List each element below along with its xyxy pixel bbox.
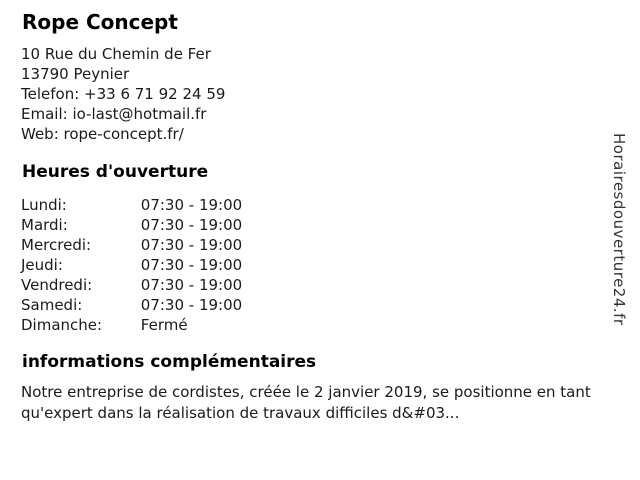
hours-row-sunday <box>21 315 242 335</box>
hours-row-monday <box>21 195 242 215</box>
hours-day-label: Jeudi: <box>21 256 63 274</box>
hours-day-label: Dimanche: <box>21 316 103 334</box>
contact-block <box>21 44 225 144</box>
additional-info-text: Notre entreprise de cordistes, créée le 2 janvier 2019, se positionne en tant qu'expert dans la réalisation de travaux difficiles d&#03... <box>21 383 591 422</box>
hours-time-value: 07:30 - 19:00 <box>140 276 243 294</box>
hours-time-value: 07:30 - 19:00 <box>140 216 243 234</box>
address-line-1: 10 Rue du Chemin de Fer <box>21 45 211 63</box>
hours-row-thursday <box>21 255 242 275</box>
additional-info-heading: informations complémentaires <box>22 352 317 372</box>
hours-time-value: 07:30 - 19:00 <box>140 256 243 274</box>
hours-time-value: Fermé <box>140 316 188 334</box>
email-line: Email: io-last@hotmail.fr <box>21 105 207 123</box>
opening-hours-heading: Heures d'ouverture <box>22 162 209 182</box>
hours-day-label: Lundi: <box>21 196 67 214</box>
hours-day-label: Mardi: <box>21 216 68 234</box>
hours-row-friday <box>21 275 242 295</box>
hours-day-label: Mercredi: <box>21 236 92 254</box>
address-line-2: 13790 Peynier <box>21 65 130 83</box>
hours-row-tuesday <box>21 215 242 235</box>
page-title: Rope Concept <box>22 10 178 34</box>
hours-time-value: 07:30 - 19:00 <box>140 296 243 314</box>
opening-hours-table <box>21 195 242 335</box>
hours-day-label: Samedi: <box>21 296 83 314</box>
hours-time-value: 07:30 - 19:00 <box>140 196 243 214</box>
website-line: Web: rope-concept.fr/ <box>21 125 184 143</box>
hours-row-saturday <box>21 295 242 315</box>
phone-line: Telefon: +33 6 71 92 24 59 <box>21 85 226 103</box>
watermark-site-name: Horairesdouverture24.fr <box>610 133 628 326</box>
hours-row-wednesday <box>21 235 242 255</box>
hours-day-label: Vendredi: <box>21 276 93 294</box>
hours-time-value: 07:30 - 19:00 <box>140 236 243 254</box>
